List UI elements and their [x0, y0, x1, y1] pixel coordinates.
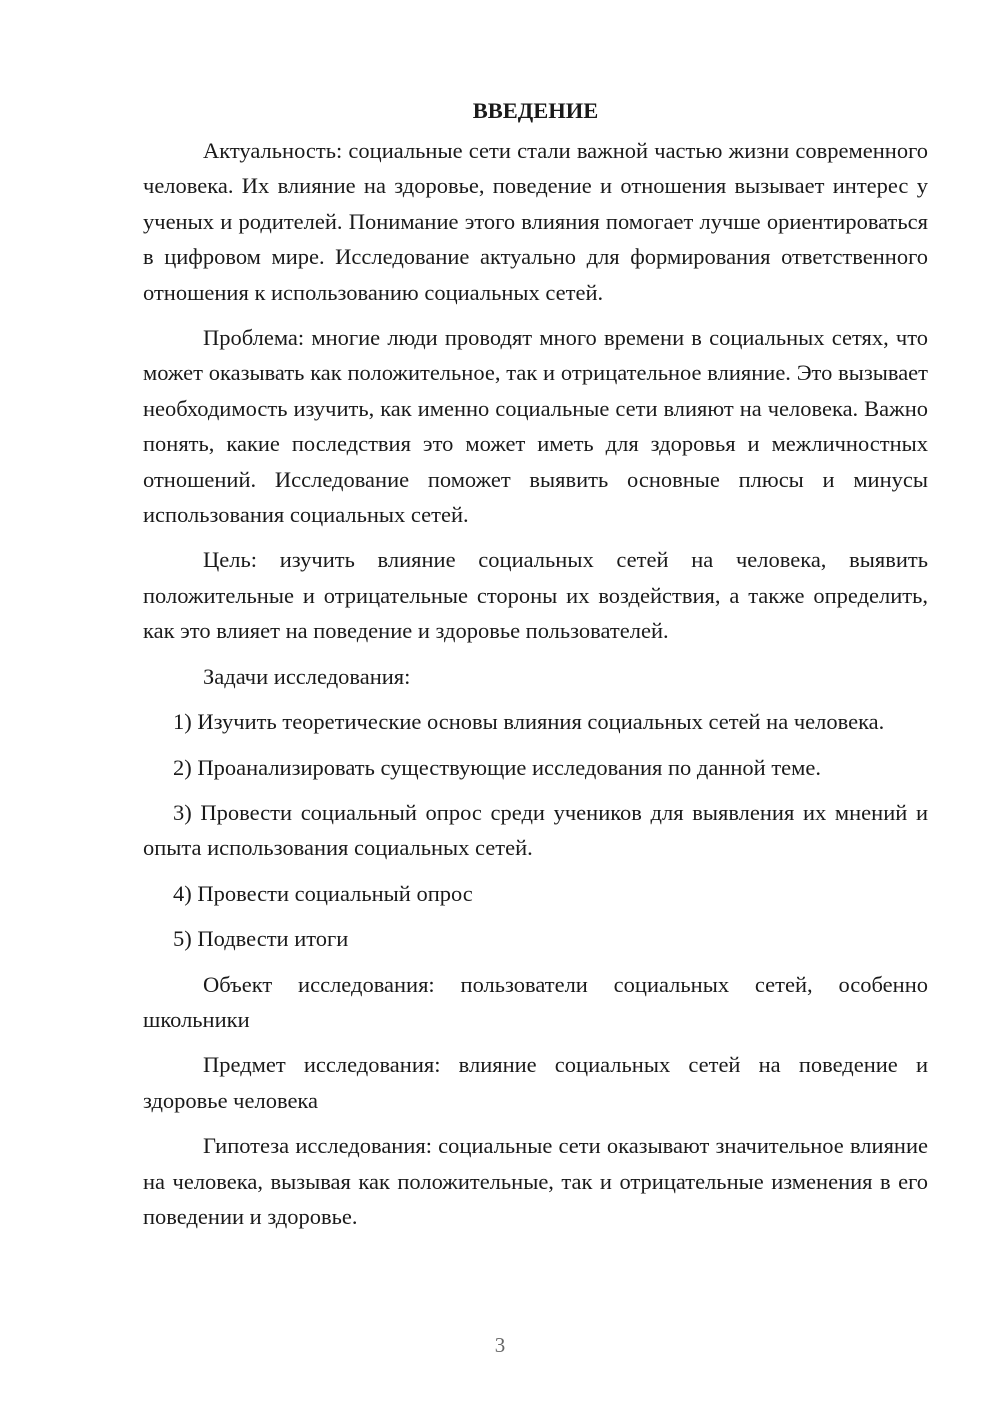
- paragraph-goal: Цель: изучить влияние социальных сетей на человека, выявить положительные и отрицательные стороны их воздействия, а также определить, как это влияет на поведение и здоровье пользователей.: [143, 547, 928, 644]
- section-title: ВВЕДЕНИЕ: [472, 98, 599, 123]
- paragraph-hypothesis: Гипотеза исследования: социальные сети оказывают значительное влияние на человека, вызывая как положительные, так и отрицательные изменения в его поведении и здоровье.: [143, 1133, 928, 1229]
- paragraph-relevance: Актуальность: социальные сети стали важной частью жизни современного человека. Их влияние на здоровье, поведение и отношения вызывает интерес у ученых и родителей. Понимание этого влияния помогает лучше ориентироваться в цифровом мире. Исследование актуально для формирования ответственного отношения к использованию социальных сетей.: [143, 138, 928, 305]
- task-item-4: 4) Провести социальный опрос: [173, 880, 473, 906]
- page-number: 3: [494, 1333, 506, 1357]
- task-item-3: 3) Провести социальный опрос среди учеников для выявления их мнений и опыта использования социальных сетей.: [143, 799, 928, 861]
- task-item-1: 1) Изучить теоретические основы влияния социальных сетей на человека.: [173, 709, 885, 735]
- paragraph-problem: Проблема: многие люди проводят много времени в социальных сетях, что может оказывать как положительное, так и отрицательное влияние. Это вызывает необходимость изучить, как именно социальные сети влияют на человека. Важно понять, какие последствия это может иметь для здоровья и межличностных отношений. Исследование поможет выявить основные плюсы и минусы использования социальных сетей.: [143, 325, 928, 528]
- tasks-heading: Задачи исследования:: [203, 663, 411, 689]
- page-content: [143, 93, 928, 1234]
- paragraph-subject: Предмет исследования: влияние социальных сетей на поведение и здоровье человека: [143, 1052, 928, 1113]
- task-item-5: 5) Подвести итоги: [173, 926, 349, 952]
- paragraph-object: Объект исследования: пользователи социальных сетей, особенно школьники: [143, 971, 928, 1032]
- task-item-2: 2) Проанализировать существующие исследования по данной теме.: [173, 754, 822, 780]
